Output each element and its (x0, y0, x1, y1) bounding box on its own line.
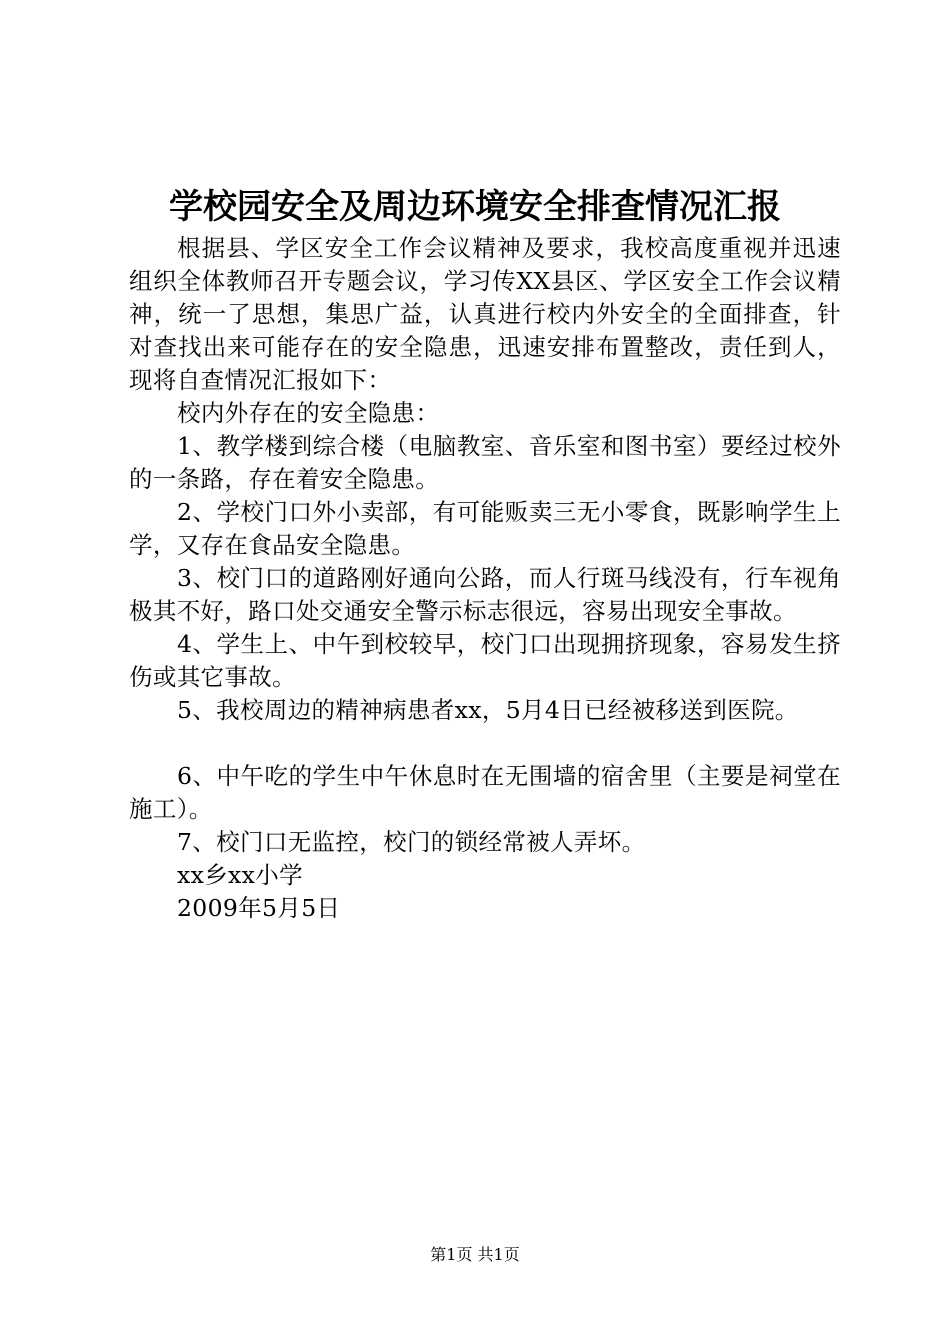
paragraph-item-4: 4、学生上、中午到校较早，校门口出现拥挤现象，容易发生挤伤或其它事故。 (129, 630, 841, 691)
paragraph-hazards-heading: 校内外存在的安全隐患： (177, 399, 440, 427)
paragraph-item-5: 5、我校周边的精神病患者xx，5月4日已经被移送到医院。 (177, 696, 799, 724)
signature-date: 2009年5月5日 (177, 894, 341, 922)
paragraph-item-6: 6、中午吃的学生中午休息时在无围墙的宿舍里（主要是祠堂在施工）。 (129, 762, 841, 823)
paragraph-item-3: 3、校门口的道路刚好通向公路，而人行斑马线没有，行车视角极其不好，路口处交通安全警示标志很远，容易出现安全事故。 (129, 564, 841, 625)
page-footer: 第1页 共1页 (430, 1245, 520, 1264)
paragraph-item-1: 1、教学楼到综合楼（电脑教室、音乐室和图书室）要经过校外的一条路，存在着安全隐患。 (129, 432, 841, 493)
document-body (129, 232, 841, 925)
signature-school: xx乡xx小学 (177, 861, 303, 889)
paragraph-item-2: 2、学校门口外小卖部，有可能贩卖三无小零食，既影响学生上学，又存在食品安全隐患。 (129, 498, 841, 559)
paragraph-item-7: 7、校门口无监控，校门的锁经常被人弄坏。 (177, 828, 646, 856)
paragraph-intro: 根据县、学区安全工作会议精神及要求，我校高度重视并迅速组织全体教师召开专题会议，学习传XX县区、学区安全工作会议精神，统一了思想，集思广益，认真进行校内外安全的全面排查，针对查找出来可能存在的安全隐患，迅速安排布置整改，责任到人，现将自查情况汇报如下： (129, 234, 841, 394)
document-title: 学校园安全及周边环境安全排查情况汇报 (169, 187, 781, 227)
